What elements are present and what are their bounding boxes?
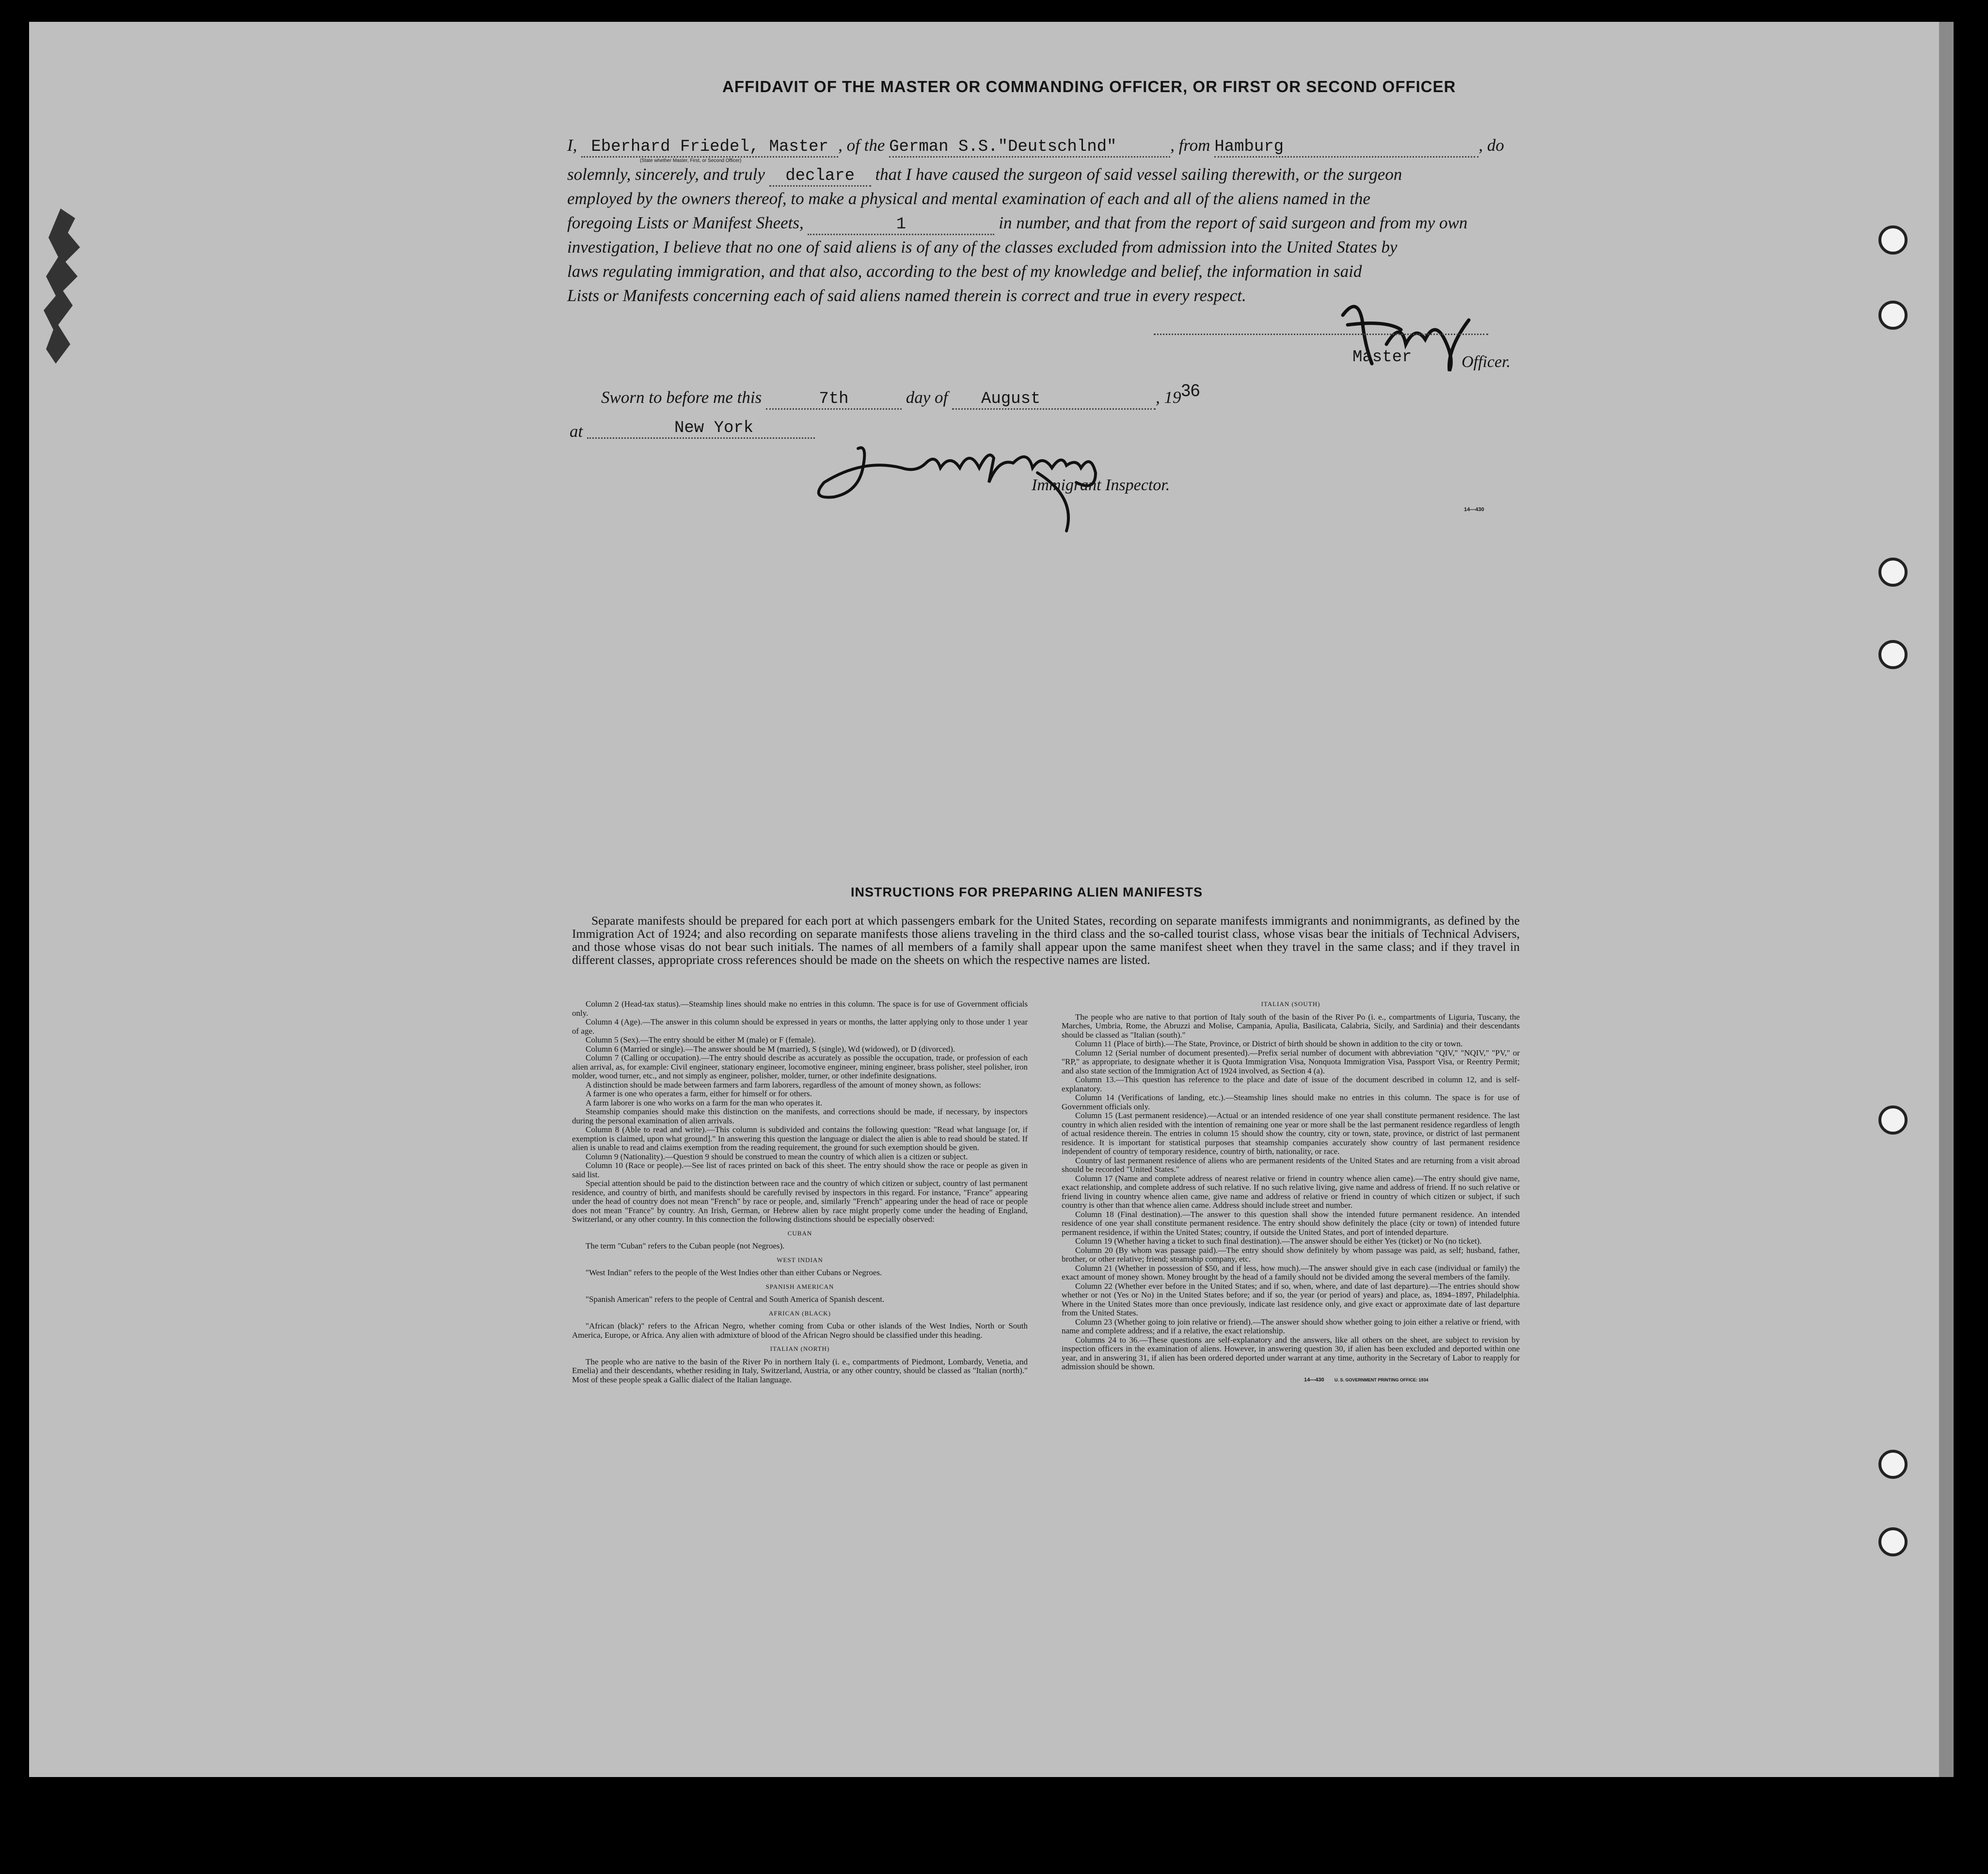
sworn-line [601, 381, 1200, 410]
paragraph: Column 22 (Whether ever before in the United States; and if so, when, where, and date of last departure).—The entries should show whether or not (Yes or No) in the United States before; and if so, the year (or period of years) and place, as, 1894–1897, Philadelphia. Where in the United States more than once previously, indicate last residence only, and give exact or approximate date of last departure from the United States. [1062, 1281, 1520, 1317]
footer-line [1062, 1375, 1520, 1385]
paragraph: Column 21 (Whether in possession of $50, and if less, how much).—The answer should give in each case (individual or family) the exact amount of money shown. Money brought by the head of a family should not be divided among the several members of the family. [1062, 1263, 1520, 1281]
printer-imprint: U. S. GOVERNMENT PRINTING OFFICE: 1934 [1334, 1377, 1429, 1382]
vessel-field: German S.S."Deutschlnd" [889, 138, 1170, 158]
instructions-title: INSTRUCTIONS FOR PREPARING ALIEN MANIFESTS [851, 885, 1203, 899]
officer-name-field: Eberhard Friedel, Master [581, 138, 838, 158]
place-field: New York [587, 419, 815, 439]
affidavit-line-6: laws regulating immigration, and that also, according to the best of my knowledge and belief, the information in said [567, 262, 1362, 281]
affidavit-line-5: investigation, I believe that no one of said aliens is of any of the classes excluded from admission into the United States by [567, 238, 1398, 256]
paragraph: The people who are native to the basin of the River Po in northern Italy (i. e., compartments of Piedmont, Lombardy, Venetia, and Emelia) and their descendants, whether residing in Italy, Switzerland, Austria, or any other country, should be classed as "Italian (north)." Most of these people speak a Gallic dialect of the Italian language. [572, 1357, 1028, 1384]
binder-hole [1878, 1527, 1908, 1556]
section-heading: SPANISH AMERICAN [765, 1282, 834, 1290]
text-fragment: , of the [838, 136, 885, 155]
at-line [570, 419, 815, 444]
paragraph: Column 17 (Name and complete address of nearest relative or friend in country whence alien came).—The entry should give name, exact relationship, and complete address of such relative. If no such relative living, give name and address of friend. If no such relative or friend living in country whence alien came, give name and address of relative or friend in country of which citizen or subject, if such country is other than that whence alien came. Address should include street and number. [1062, 1173, 1520, 1210]
declare-field: declare [769, 167, 871, 187]
paragraph: Column 18 (Final destination).—The answer to this question shall show the intended future permanent residence. An intended residence of one year shall constitute permanent residence. The entry should show definitely the place (city or town) of intended future permanent residence, if within the United States; country, if outside the United States, and port of intended departure. [1062, 1209, 1520, 1237]
paragraph: A distinction should be made between farmers and farm laborers, regardless of the amount of money shown, as follows: [586, 1080, 981, 1089]
binder-hole [1878, 558, 1908, 587]
binder-hole [1878, 1105, 1908, 1135]
paragraph: A farm laborer is one who works on a farm for the man who operates it. [586, 1098, 823, 1107]
year-suffix: 36 [1181, 381, 1200, 400]
instructions-left-column [572, 1000, 1028, 1384]
text-fragment: Sworn to before me this [601, 388, 762, 407]
text-fragment: day of [906, 388, 948, 407]
form-number: 14—430 [1464, 507, 1484, 513]
rank-field: Master [1352, 348, 1412, 367]
sheets-field: 1 [808, 215, 994, 235]
paragraph: Column 8 (Able to read and write).—This column is subdivided and contains the following question: "Read what language [or, if exemption is claimed, upon what ground]." In answering this question the language or dialect the alien is able to read should be stated. If alien is unable to read and claims exemption from the reading requirement, the ground for such exemption should be given. [572, 1125, 1028, 1152]
paragraph: Column 5 (Sex).—The entry should be either M (male) or F (female). [586, 1035, 816, 1044]
officer-label: Officer. [1462, 353, 1511, 371]
paragraph: "West Indian" refers to the people of the West Indies other than either Cubans or Negroes. [586, 1268, 882, 1277]
binder-hole [1878, 1450, 1908, 1479]
footer-number: 14—430 [1304, 1377, 1324, 1383]
section-heading: CUBAN [787, 1229, 812, 1237]
text-fragment: , from [1170, 136, 1210, 155]
paragraph: The term "Cuban" refers to the Cuban people (not Negroes). [586, 1241, 785, 1250]
affidavit-line-2 [567, 165, 1402, 187]
binder-hole [1878, 301, 1908, 330]
instructions-intro: Separate manifests should be prepared for each port at which passengers embark for the United States, recording on separate manifests immigrants and nonimmigrants, as defined by the Immigration Act of 1924; and also recording on separate manifests those aliens traveling in the third class and the so-called tourist class, whose visas bear the initials of Technical Advisers, and those whose visas do not bear such initials. The names of all members of a family shall appear upon the same manifest sheet when they travel in the same class; and if they travel in different classes, appropriate cross references should be made on the sheets on which the respective names are listed. [572, 913, 1520, 967]
text-fragment: , 19 [1155, 388, 1181, 407]
paragraph: Column 4 (Age).—The answer in this column should be expressed in years or months, the latter applying only to those under 1 year of age. [572, 1017, 1028, 1036]
affidavit-line-3: employed by the owners thereof, to make a physical and mental examination of each and all of the aliens named in the [567, 189, 1370, 208]
paragraph: Column 9 (Nationality).—Question 9 should be construed to mean the country of which alien is a citizen or subject. [586, 1152, 968, 1161]
paragraph: Column 15 (Last permanent residence).—Actual or an intended residence of one year shall constitute permanent residence. The last country in which alien resided with the intention of remaining one year or more shall be the last permanent residence regardless of length of actual residence therein. The entries in column 15 should show the country, city or town, state, province, or district of last permanent residence. It is important for statistical purposes that steamship companies accurately show country of last permanent residence independent of country of temporary residence, country of birth, nationality, or race. [1062, 1111, 1520, 1156]
affidavit-title: AFFIDAVIT OF THE MASTER OR COMMANDING OFFICER, OR FIRST OR SECOND OFFICER [722, 78, 1456, 96]
section-heading: AFRICAN (BLACK) [768, 1309, 831, 1317]
ink-stain [41, 204, 85, 378]
section-heading: ITALIAN (NORTH) [770, 1345, 830, 1352]
section-heading: ITALIAN (SOUTH) [1261, 1000, 1320, 1008]
paragraph: Column 19 (Whether having a ticket to such final destination).—The answer should be either Yes (ticket) or No (no ticket). [1075, 1236, 1482, 1246]
paragraph: Columns 24 to 36.—These questions are self-explanatory and the answers, like all others on the sheet, are subject to revision by inspection officers in the examination of aliens. However, in answering question 30, if alien has been excluded and deported within one year, and in answering 31, if alien has been ordered deported under warrant at any time, authority in the Secretary of Labor to reapply for admission should be shown. [1062, 1335, 1520, 1371]
paragraph: "African (black)" refers to the African Negro, whether coming from Cuba or other islands of the West Indies, North or South America, Europe, or Africa. Any alien with admixture of blood of the African Negro should be classified under this heading. [572, 1321, 1028, 1340]
port-field: Hamburg [1214, 138, 1479, 158]
paragraph: Column 7 (Calling or occupation).—The entry should describe as accurately as possible the occupation, trade, or profession of each alien arrival, as, for example: Civil engineer, stationary engineer, locomotive engineer, mining engineer, brass polisher, steel polisher, iron molder, wood turner, etc., and not simply as engineer, polisher, molder, turner, or other indefinite designations. [572, 1053, 1028, 1080]
paragraph: Country of last permanent residence of aliens who are permanent residents of the United States and are returning from a visit abroad should be recorded "United States." [1062, 1155, 1520, 1174]
text-fragment: foregoing Lists or Manifest Sheets, [567, 213, 804, 232]
text-fragment: solemnly, sincerely, and truly [567, 165, 765, 184]
paragraph: Column 11 (Place of birth).—The State, Province, or District of birth should be shown in addition to the city or town. [1075, 1039, 1463, 1048]
paragraph: Steamship companies should make this distinction on the manifests, and corrections should be made, if necessary, by inspectors during the personal examination of alien arrivals. [572, 1107, 1028, 1125]
binder-hole [1878, 640, 1908, 669]
paragraph: A farmer is one who operates a farm, either for himself or for others. [586, 1089, 812, 1098]
instructions-right-column [1062, 1000, 1520, 1384]
text-fragment: I, [567, 136, 577, 155]
paragraph: Column 14 (Verifications of landing, etc.).—Steamship lines should make no entries in this column. The space is for use of Government officials only. [1062, 1093, 1520, 1111]
paragraph: Column 6 (Married or single).—The answer should be M (married), S (single), Wd (widowed), or D (divorced). [586, 1044, 955, 1054]
paragraph: "Spanish American" refers to the people of Central and South America of Spanish descent. [586, 1295, 885, 1304]
paragraph: The people who are native to that portion of Italy south of the basin of the River Po (i. e., compartments of Liguria, Tuscany, the Marches, Umbria, Rome, the Abruzzi and Molise, Campania, Apulia, Basilicata, Calabria, Sicily, and Sardinia) and their descendants should be classed as "Italian (south)." [1062, 1012, 1520, 1040]
officer-note: (State whether Master, First, or Second Officer) [640, 158, 742, 163]
paragraph: Column 20 (By whom was passage paid).—The entry should show definitely by whom passage was paid, as self; husband, father, brother, or other relative; friend; steamship company, etc. [1062, 1245, 1520, 1264]
affidavit-line-1 [567, 136, 1504, 158]
text-fragment: , do [1479, 136, 1504, 155]
binder-hole [1878, 225, 1908, 255]
sworn-day-field: 7th [766, 390, 902, 410]
paragraph: Column 23 (Whether going to join relative or friend).—The answer should show whether going to join either a relative or friend, with name and complete address; and if a relative, the exact relationship. [1062, 1317, 1520, 1335]
signature-line [1154, 334, 1488, 335]
inspector-label: Immigrant Inspector. [1032, 476, 1170, 494]
sworn-month-field: August [952, 390, 1156, 410]
paragraph: Special attention should be paid to the distinction between race and the country of which citizen or subject, country of last permanent residence, and country of birth, and manifests should be carefully revised by inspectors in this regard. For instance, "France" appearing under the head of country does not mean "French" by race or people, and, similarly "French" appearing under the head of race or people does not mean "France" by country. An Irish, German, or Hebrew alien by race might properly come under the heading of England, Switzerland, or any other country. In this connection the following distinctions should be especially observed: [572, 1179, 1028, 1224]
text-fragment: in number, and that from the report of said surgeon and from my own [999, 213, 1468, 232]
paragraph: Column 10 (Race or people).—See list of races printed on back of this sheet. The entry should show the race or people as given in said list. [572, 1161, 1028, 1179]
affidavit-line-7: Lists or Manifests concerning each of said aliens named therein is correct and true in every respect. [567, 286, 1246, 305]
paragraph: Column 12 (Serial number of document presented).—Prefix serial number of document with abbreviation "QIV," "NQIV," "PV," or "RP," as appropriate, to designate whether it is Quota Immigration Visa, Nonquota Immigration Visa, Passport Visa, or Reentry Permit; and also state section of the Immigration Act of 1924 involved, as Section 4 (a). [1062, 1048, 1520, 1075]
text-fragment: at [570, 422, 583, 441]
page-edge [1939, 22, 1954, 1777]
affidavit-line-4 [567, 213, 1467, 235]
text-fragment: that I have caused the surgeon of said vessel sailing therewith, or the surgeon [875, 165, 1402, 184]
paragraph: Column 2 (Head-tax status).—Steamship lines should make no entries in this column. The space is for use of Government officials only. [572, 999, 1028, 1018]
section-heading: WEST INDIAN [777, 1256, 823, 1264]
paragraph: Column 13.—This question has reference to the place and date of issue of the document described in column 12, and is self-explanatory. [1062, 1075, 1520, 1093]
